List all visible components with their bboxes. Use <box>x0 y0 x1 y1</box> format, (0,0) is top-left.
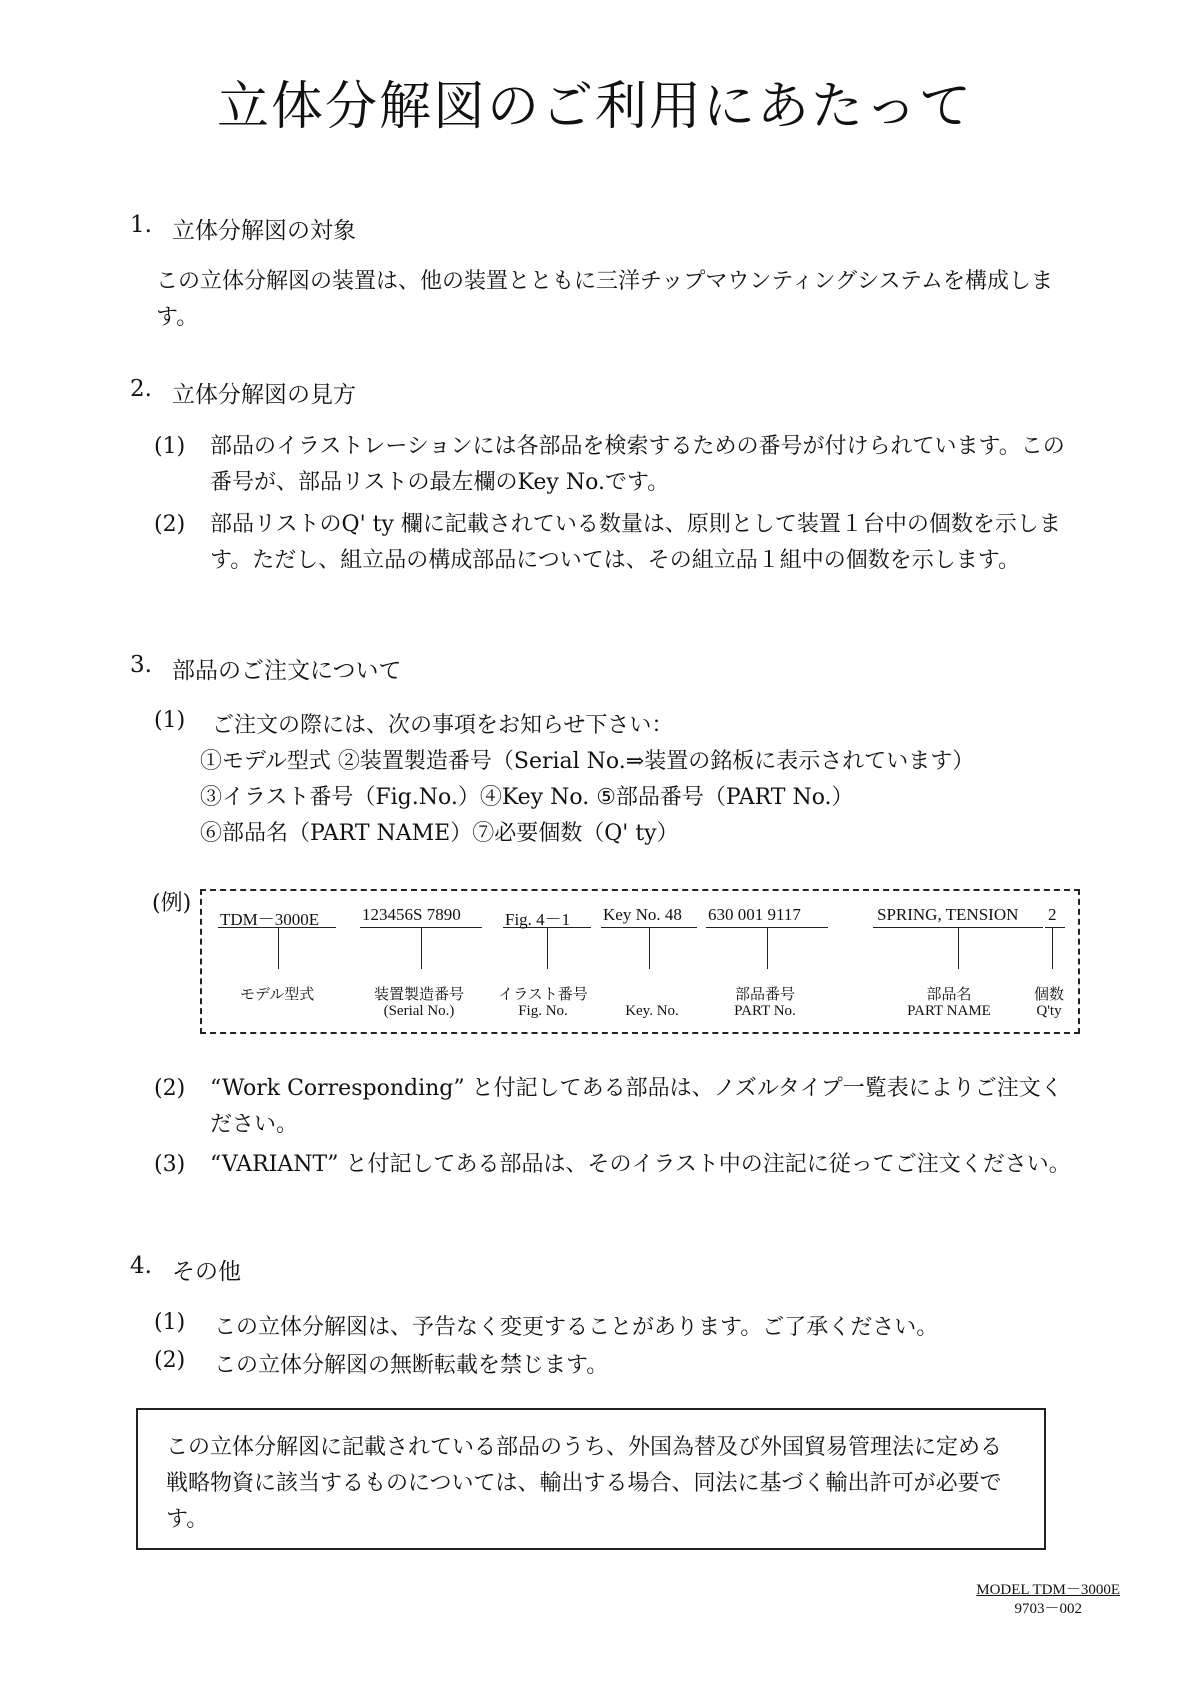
label-part-name-en: PART NAME <box>907 1003 991 1019</box>
section-4-number: 4. <box>130 1253 152 1279</box>
export-notice-box <box>136 1408 1046 1550</box>
section-3-item-1-number: (1) <box>154 708 186 733</box>
section-2-number: 2. <box>130 376 152 402</box>
section-4-item-2-number: (2) <box>154 1348 186 1373</box>
section-1-heading: 立体分解図の対象 <box>172 218 356 244</box>
section-3-item-3-number: (3) <box>154 1152 186 1177</box>
section-4-heading: その他 <box>172 1259 241 1285</box>
underline-model <box>218 927 336 928</box>
section-1-number: 1. <box>130 212 152 238</box>
underline-qty <box>1045 927 1065 928</box>
connector-serial <box>421 927 422 969</box>
section-4-item-1-number: (1) <box>154 1310 186 1335</box>
example-part-name: SPRING, TENSION <box>877 905 1019 924</box>
section-3-heading: 部品のご注文について <box>172 658 402 684</box>
section-1-paragraph: この立体分解図の装置は、他の装置とともに三洋チップマウンティングシステムを構成します。 <box>156 269 1053 330</box>
order-info-line-2: ③イラスト番号（Fig.No.）④Key No. ⑤部品番号（PART No.） <box>200 785 854 810</box>
connector-model <box>278 927 279 969</box>
label-model: モデル型式 <box>240 987 315 1003</box>
section-4-item-2-text: この立体分解図の無断転載を禁じます。 <box>214 1353 609 1378</box>
section-2-item-1-number: (1) <box>154 434 186 459</box>
label-serial: 装置製造番号 <box>373 987 464 1003</box>
example-label: (例) <box>152 891 192 916</box>
example-part-no: 630 001 9117 <box>708 905 801 924</box>
section-3-item-1-intro: ご注文の際には、次の事項をお知らせ下さい： <box>212 713 674 738</box>
export-notice-text: この立体分解図に記載されている部品のうち、外国為替及び外国貿易管理法に定める戦略物資に該当するものについては、輸出する場合、同法に基づく輸出許可が必要です。 <box>166 1435 1003 1532</box>
order-info-line-1: ①モデル型式 ②装置製造番号（Serial No.⇒装置の銘板に表示されています） <box>200 749 975 774</box>
example-qty: 2 <box>1048 905 1057 924</box>
section-3-item-3-text: “VARIANT” と付記してある部品は、そのイラスト中の注記に従ってご注文ください。 <box>210 1152 1071 1177</box>
section-2-item-1-text: 部品のイラストレーションには各部品を検索するための番号が付けられています。この番号が、部品リストの最左欄のKey No.です。 <box>210 434 1065 495</box>
label-qty-en: Q'ty <box>1036 1003 1062 1019</box>
page-title: 立体分解図のご利用にあたって <box>216 77 973 137</box>
order-info-line-3: ⑥部品名（PART NAME）⑦必要個数（Q' ty） <box>200 821 679 846</box>
example-fig: Fig. 4－1 <box>505 910 571 929</box>
example-serial: 123456S 7890 <box>362 905 461 924</box>
section-3-number: 3. <box>130 652 152 678</box>
section-3-item-2-number: (2) <box>154 1076 186 1101</box>
connector-qty <box>1052 927 1053 969</box>
section-4-item-1-text: この立体分解図は、予告なく変更することがあります。ご了承ください。 <box>214 1315 939 1340</box>
label-part-no-en: PART No. <box>734 1003 796 1019</box>
label-key-en: Key. No. <box>625 1003 679 1019</box>
footer-model: MODEL TDM－3000E <box>976 1582 1120 1598</box>
section-3-item-2-text: “Work Corresponding” と付記してある部品は、ノズルタイプ一覧表によりご注文ください。 <box>210 1076 1063 1137</box>
section-2-heading: 立体分解図の見方 <box>172 382 356 408</box>
label-part-no: 部品番号 <box>734 987 795 1003</box>
label-part-name: 部品名 <box>926 987 972 1003</box>
label-fig-en: Fig. No. <box>518 1003 568 1019</box>
section-2-item-2-number: (2) <box>154 512 186 537</box>
footer-doc-number: 9703－002 <box>1014 1601 1082 1617</box>
label-fig: イラスト番号 <box>498 987 588 1003</box>
example-key: Key No. 48 <box>603 905 682 924</box>
connector-fig <box>547 927 548 969</box>
section-2-item-2-text: 部品リストのQ' ty 欄に記載されている数量は、原則として装置１台中の個数を示します。ただし、組立品の構成部品については、その組立品１組中の個数を示します。 <box>210 512 1061 573</box>
label-serial-en: (Serial No.) <box>383 1003 455 1019</box>
connector-part-no <box>767 927 768 969</box>
connector-key <box>649 927 650 969</box>
example-model: TDM－3000E <box>220 910 320 929</box>
label-qty: 個数 <box>1033 987 1064 1003</box>
example-box <box>200 889 1080 1034</box>
connector-part-name <box>958 927 959 969</box>
